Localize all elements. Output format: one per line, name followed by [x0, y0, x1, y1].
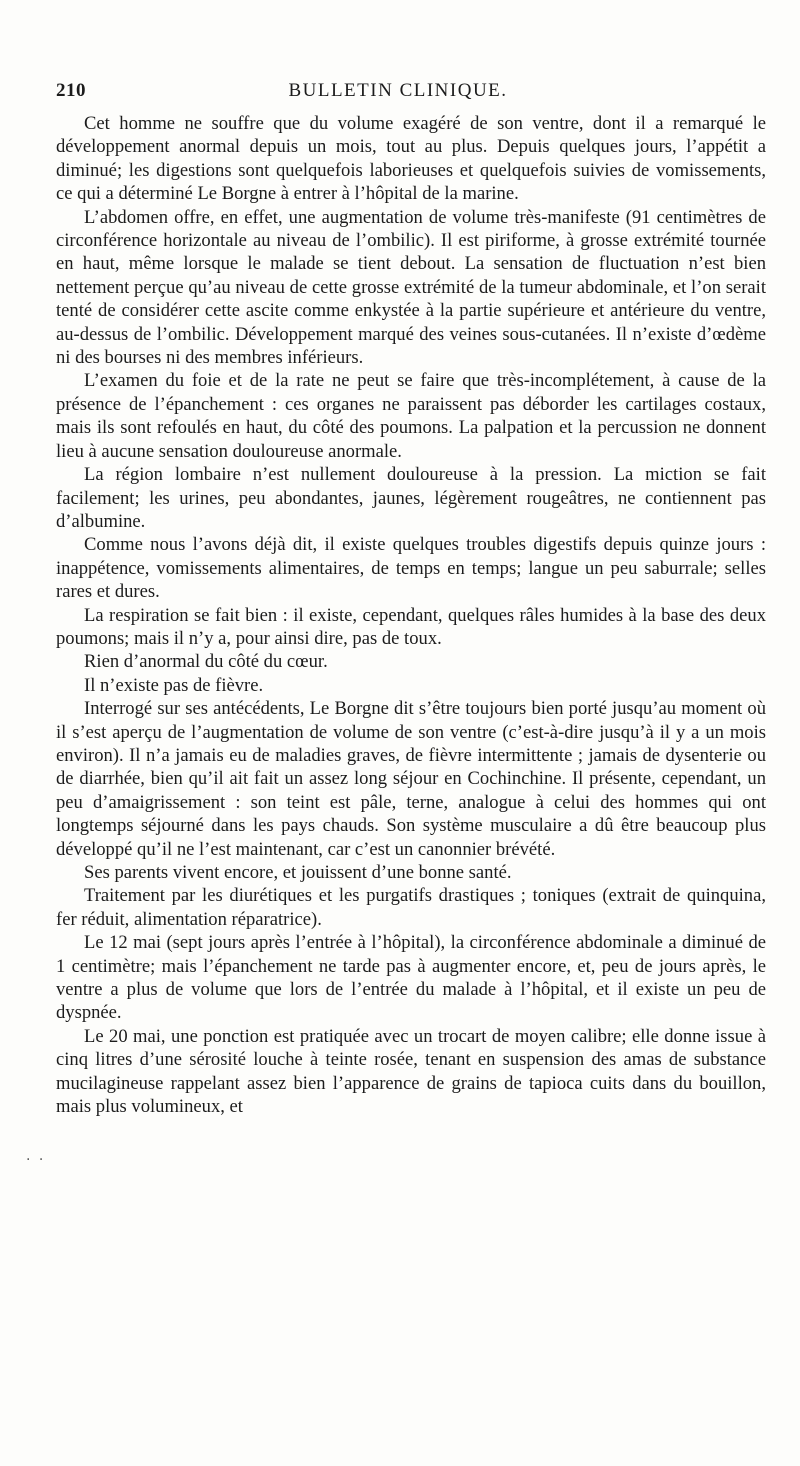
paragraph-treatment: Traitement par les diurétiques et les purgatifs drastiques ; toniques (extrait de quinquina, fer réduit, alimentation réparatrice). — [56, 885, 766, 930]
page-number: 210 — [56, 80, 86, 101]
paragraph-may-12: Le 12 mai (sept jours après l’entrée à l’hôpital), la circonférence abdominale a diminué de 1 centimètre; mais l’épanchement ne tarde pas à augmenter encore, et, peu de jours après, le ventre a plus de volume que lors de l’entrée du malade à l’hôpital, et il existe un peu de dyspnée. — [56, 932, 766, 1024]
paragraph-parents: Ses parents vivent encore, et jouissent d’une bonne santé. — [84, 862, 512, 883]
page-header — [56, 80, 740, 108]
body-text — [56, 112, 766, 1118]
paragraph-abdomen: L’abdomen offre, en effet, une augmentation de volume très-manifeste (91 centimètres de circonférence horizontale au niveau de l’ombilic). Il est piriforme, à grosse extrémité tournée en haut, même lorsque le malade se tient debout. La sensation de fluctuation n’est bien nettement perçue qu’au niveau de cette grosse extrémité de la tumeur abdominale, et l’on serait tenté de considérer cette ascite comme enkystée à la partie supérieure et antérieure du ventre, au-dessus de l’ombilic. Développement marqué des veines sous-cutanées. Il n’existe d’œdème ni des bourses ni des membres inférieurs. — [56, 206, 766, 369]
paragraph-heart: Rien d’anormal du côté du cœur. — [84, 651, 328, 673]
margin-mark: · · — [26, 1152, 46, 1168]
paragraph-liver-spleen: L’examen du foie et de la rate ne peut se faire que très-incomplétement, à cause de la présence de l’épanchement : ces organes ne paraissent pas déborder les cartilages costaux, mais ils sont refoulés en haut, du côté des poumons. La palpation et la percussion ne donnent lieu à aucune sensation douloureuse anormale. — [56, 370, 766, 462]
paragraph-lumbar: La région lombaire n’est nullement douloureuse à la pression. La miction se fait facilement; les urines, peu abondantes, jaunes, légèrement rougeâtres, ne contiennent pas d’albumine. — [56, 464, 766, 532]
paragraph-symptoms: Cet homme ne souffre que du volume exagéré de son ventre, dont il a remarqué le développement anormal depuis un mois, tout au plus. Depuis quelques jours, l’appétit a diminué; les digestions sont quelquefois laborieuses et quelquefois suivies de vomissements, ce qui a déterminé Le Borgne à entrer à l’hôpital de la marine. — [56, 113, 766, 205]
running-title: BULLETIN CLINIQUE. — [288, 80, 508, 101]
paragraph-history: Interrogé sur ses antécédents, Le Borgne dit s’être toujours bien porté jusqu’au moment où il s’est aperçu de l’augmentation de volume de son ventre (c’est-à-dire jusqu’à il y a un mois environ). Il n’a jamais eu de maladies graves, de fièvre intermittente ; jamais de dysenterie ou de diarrhée, bien qu’il ait fait un assez long séjour en Cochinchine. Il présente, cependant, un peu d’amaigrissement : son teint est pâle, terne, analogue à celui des hommes qui ont longtemps séjourné dans les pays chauds. Son système musculaire a dû être beaucoup plus développé qu’il ne l’est maintenant, car c’est un canonnier brévété. — [56, 698, 766, 860]
paragraph-fever: Il n’existe pas de fièvre. — [84, 674, 264, 696]
paragraph-digestive: Comme nous l’avons déjà dit, il existe quelques troubles digestifs depuis quinze jours : inappétence, vomissements alimentaires, de temps en temps; langue un peu saburrale; selles rares et dures. — [56, 534, 766, 603]
paragraph-respiration: La respiration se fait bien : il existe, cependant, quelques râles humides à la base des deux poumons; mais il n’y a, pour ainsi dire, pas de toux. — [56, 604, 766, 649]
paragraph-may-20: Le 20 mai, une ponction est pratiquée avec un trocart de moyen calibre; elle donne issue à cinq litres d’une sérosité louche à teinte rosée, tenant en suspension des amas de substance mucilagineuse rappelant assez bien l’apparence de grains de tapioca cuits dans du bouillon, mais plus volumineux, et — [56, 1025, 766, 1118]
